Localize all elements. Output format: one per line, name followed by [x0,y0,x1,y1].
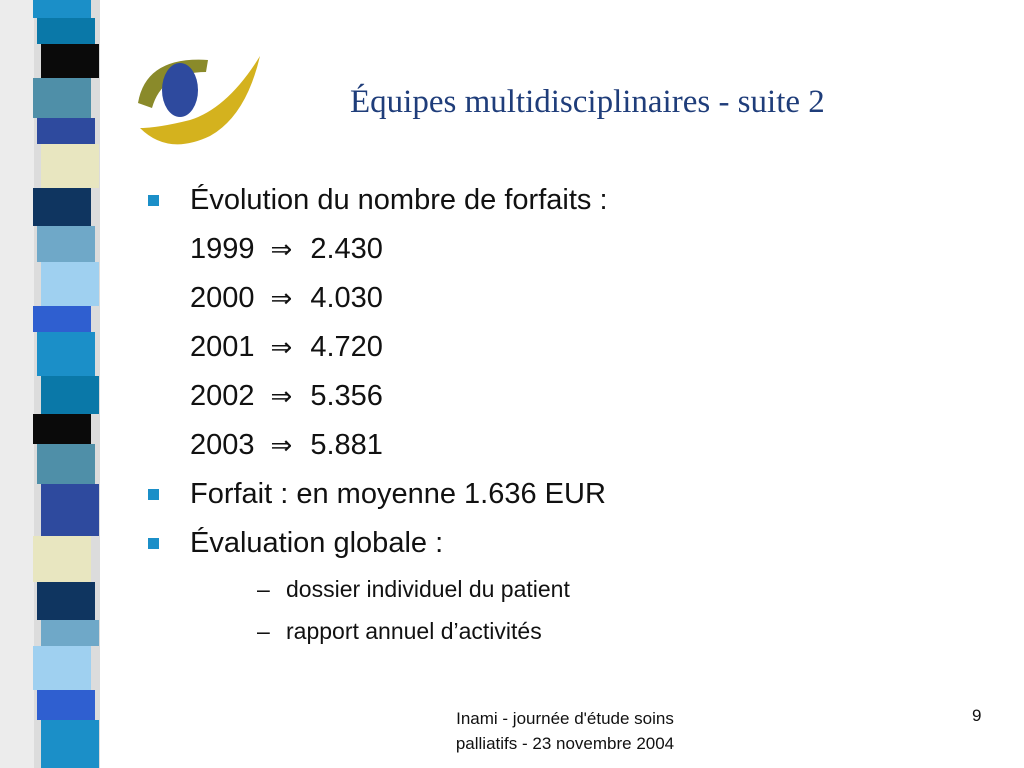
dash-marker: – [257,576,270,602]
evolution-value: 5.356 [310,380,383,412]
double-right-arrow-icon: ⇒ [270,333,293,363]
decorative-stripe-banner [0,0,130,768]
slide-content [145,176,1005,652]
inami-logo [128,48,268,158]
dash-marker: – [257,618,270,644]
bullet-text: Forfait : en moyenne 1.636 EUR [190,478,606,510]
square-bullet-icon [148,489,159,500]
evolution-value: 5.881 [310,429,383,461]
sub-item [145,610,1005,652]
square-bullet-icon [148,538,159,549]
evolution-year: 2003 [190,429,255,461]
evolution-row-text [190,421,383,471]
bullet-forfait [145,470,1005,519]
evolution-row-text [190,274,383,324]
evolution-year: 2002 [190,380,255,412]
double-right-arrow-icon: ⇒ [270,235,293,265]
evolution-value: 2.430 [310,233,383,265]
double-right-arrow-icon: ⇒ [270,382,293,412]
evolution-year: 2001 [190,331,255,363]
bullet-text: Évolution du nombre de forfaits : [190,184,608,216]
evolution-row [145,421,1005,470]
double-right-arrow-icon: ⇒ [270,431,293,461]
page-number: 9 [972,706,982,725]
footer-line: palliatifs - 23 novembre 2004 [455,734,675,753]
evolution-year: 2000 [190,282,255,314]
slide-title: Équipes multidisciplinaires - suite 2 [350,84,825,120]
bullet-evolution [145,176,1005,225]
evolution-row [145,225,1005,274]
footer-text [420,706,710,756]
footer-line: Inami - journée d'étude soins [456,709,674,728]
evolution-row-text [190,323,383,373]
sub-item-text: dossier individuel du patient [286,576,570,602]
bullet-evaluation [145,519,1005,568]
evolution-row [145,323,1005,372]
sub-item-text: rapport annuel d’activités [286,618,542,644]
evolution-row-text [190,372,383,422]
evolution-row [145,274,1005,323]
evolution-year: 1999 [190,233,255,265]
double-right-arrow-icon: ⇒ [270,284,293,314]
evolution-row-text [190,225,383,275]
sub-item [145,568,1005,610]
evolution-value: 4.030 [310,282,383,314]
evolution-row [145,372,1005,421]
square-bullet-icon [148,195,159,206]
evolution-value: 4.720 [310,331,383,363]
bullet-text: Évaluation globale : [190,527,444,559]
